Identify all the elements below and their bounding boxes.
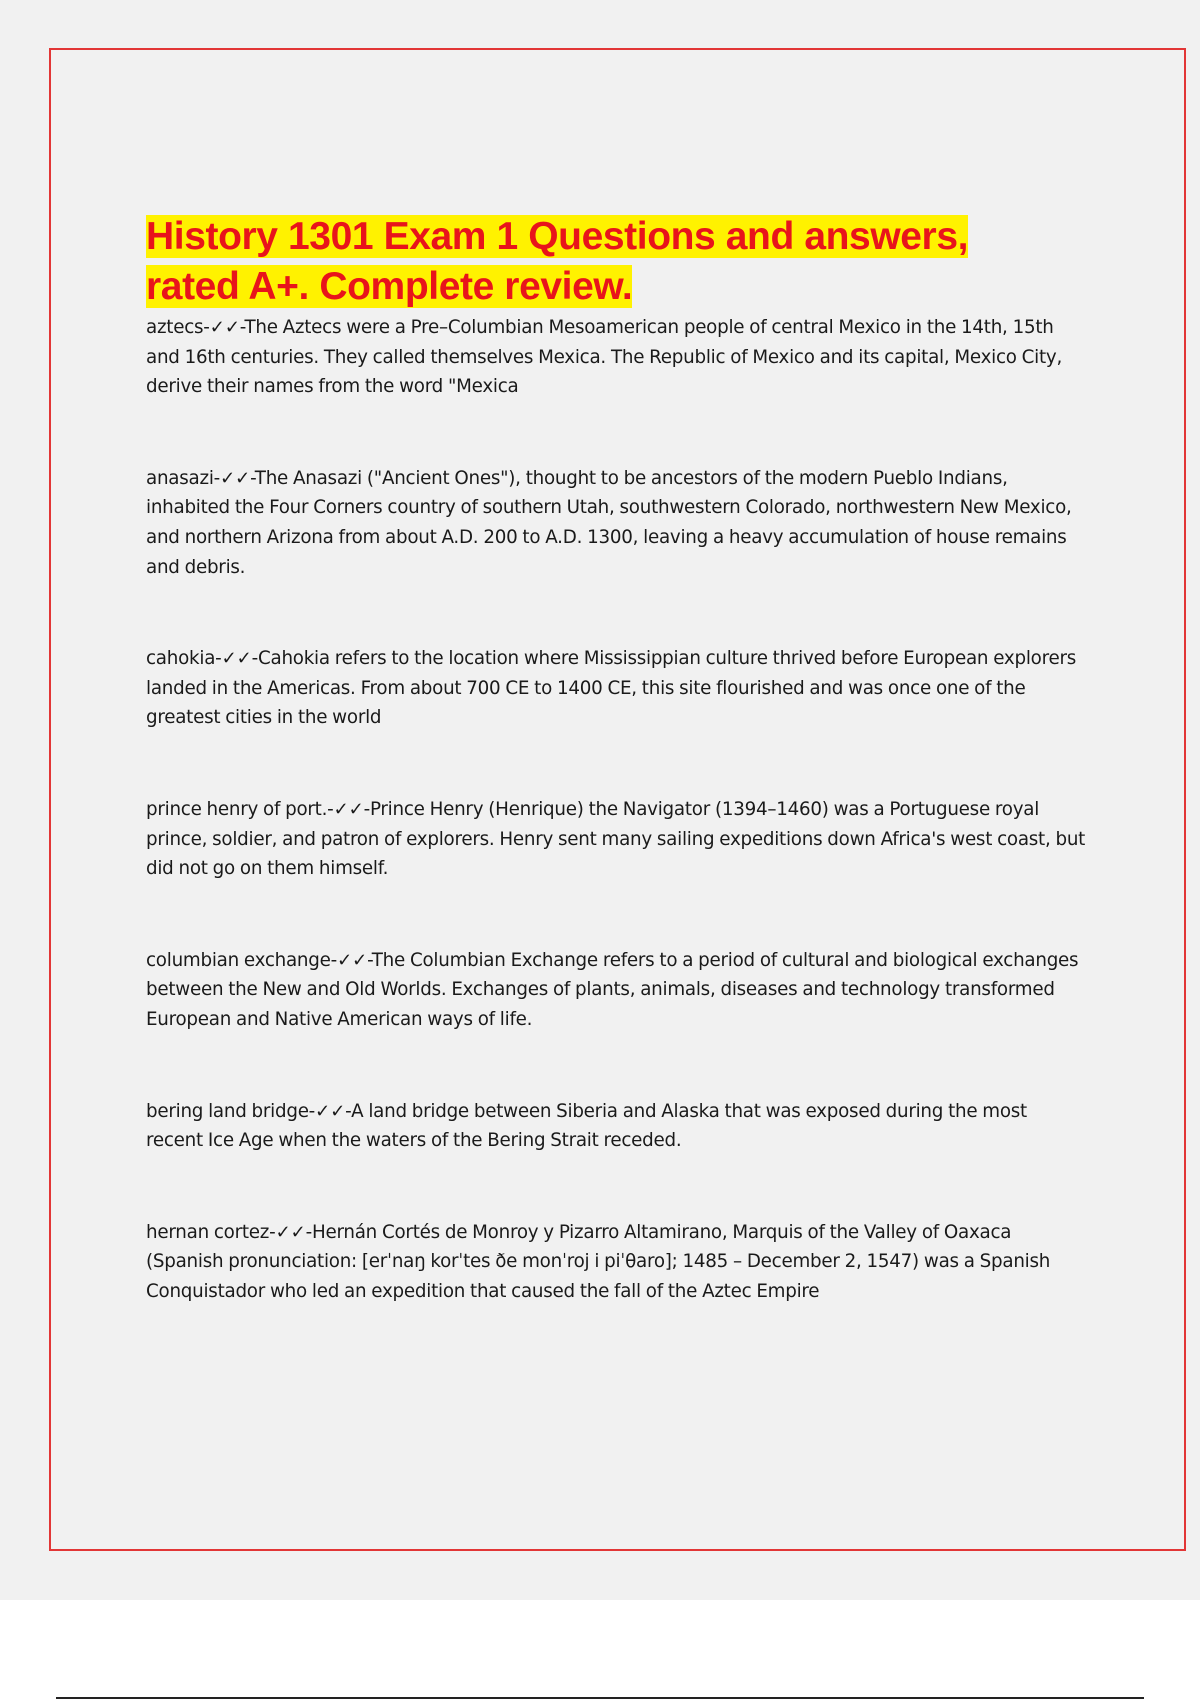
entry-bering-land-bridge: bering land bridge-✓✓-A land bridge between Siberia and Alaska that was exposed during the most recent Ice Age when the waters of the Bering Strait receded. — [146, 1100, 1027, 1152]
entry-aztecs: aztecs-✓✓-The Aztecs were a Pre–Columbian Mesoamerican people of central Mexico in the 14th, 15th and 16th centuries. They called themselves Mexica. The Republic of Mexico and its capital, Mexico City, derive their names from the word "Mexica — [146, 317, 1063, 398]
entry-anasazi: anasazi-✓✓-The Anasazi ("Ancient Ones"), thought to be ancestors of the modern Pueblo Indians, inhabited the Four Corners country of southern Utah, southwestern Colorado, northwestern New Mexico, and northern Arizona from about A.D. 200 to A.D. 1300, leaving a heavy accumulation of house remains and debris. — [146, 467, 1072, 578]
entry-cahokia: cahokia-✓✓-Cahokia refers to the location where Mississippian culture thrived before European explorers landed in the Americas. From about 700 CE to 1400 CE, this site flourished and was once one of the greatest cities in the world — [146, 648, 1076, 729]
title-highlight: History 1301 Exam 1 Questions and answers, rated A+. Complete review. — [146, 215, 969, 308]
qa-entries — [146, 313, 1086, 1306]
entry-columbian-exchange: columbian exchange-✓✓-The Columbian Exchange refers to a period of cultural and biological exchanges between the New and Old Worlds. Exchanges of plants, animals, diseases and technology transformed European and Native American ways of life. — [146, 949, 1079, 1030]
next-page-top-rule — [56, 1697, 1144, 1699]
entry-prince-henry: prince henry of port.-✓✓-Prince Henry (Henrique) the Navigator (1394–1460) was a Portuguese royal prince, soldier, and patron of explorers. Henry sent many sailing expeditions down Africa's west coast, but did not go on them himself. — [146, 798, 1086, 880]
page-title — [146, 212, 1046, 312]
entry-hernan-cortez: hernan cortez-✓✓-Hernán Cortés de Monroy y Pizarro Altamirano, Marquis of the Valley of Oaxaca (Spanish pronunciation: [erˈnaŋ korˈtes ðe monˈroj i piˈθaro]; 1485 – December 2, 1547) was a Spanish Conquistador who led an expedition that caused the fall of the Aztec Empire — [146, 1221, 1051, 1302]
